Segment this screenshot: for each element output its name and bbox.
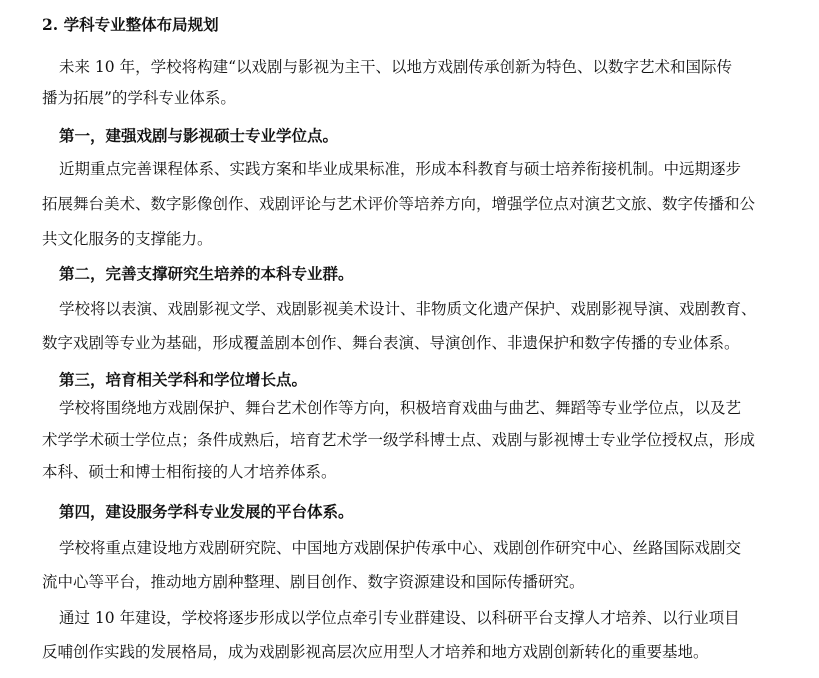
paragraph-line: 通过 10 年建设，学校将逐步形成以学位点牵引专业群建设、以科研平台支撑人才培养、以行业项目 xyxy=(59,609,740,627)
paragraph-line: 拓展舞台美术、数字影像创作、戏剧评论与艺术评价等培养方向，增强学位点对演艺文旅、数字传播和公 xyxy=(42,195,756,213)
paragraph-line: 播为拓展”的学科专业体系。 xyxy=(42,89,236,107)
paragraph-line: 共文化服务的支撑能力。 xyxy=(42,230,213,248)
paragraph-line: 学校将围绕地方戏剧保护、舞台艺术创作等方向，积极培育戏曲与曲艺、舞蹈等专业学位点，以及艺 xyxy=(59,399,742,417)
subsection-heading: 第二，完善支撑研究生培养的本科专业群。 xyxy=(59,264,354,283)
paragraph-line: 近期重点完善课程体系、实践方案和毕业成果标准，形成本科教育与硕士培养衔接机制。中远期逐步 xyxy=(59,160,742,178)
paragraph-line: 未来 10 年，学校将构建“以戏剧与影视为主干、以地方戏剧传承创新为特色、以数字艺术和国际传 xyxy=(59,58,733,76)
paragraph-line: 学校将以表演、戏剧影视文学、戏剧影视美术设计、非物质文化遗产保护、戏剧影视导演、戏剧教育、 xyxy=(59,300,757,318)
subsection-heading: 第四，建设服务学科专业发展的平台体系。 xyxy=(59,502,354,521)
section-title: 2. 学科专业整体布局规划 xyxy=(42,15,219,34)
subsection-heading: 第一，建强戏剧与影视硕士专业学位点。 xyxy=(59,126,339,145)
paragraph-line: 学校将重点建设地方戏剧研究院、中国地方戏剧保护传承中心、戏剧创作研究中心、丝路国际戏剧交 xyxy=(59,539,742,557)
paragraph-line: 流中心等平台，推动地方剧种整理、剧目创作、数字资源建设和国际传播研究。 xyxy=(42,573,585,591)
paragraph-line: 数字戏剧等专业为基础，形成覆盖剧本创作、舞台表演、导演创作、非遗保护和数字传播的专业体系。 xyxy=(42,334,740,352)
subsection-heading: 第三，培育相关学科和学位增长点。 xyxy=(59,370,308,389)
paragraph-line: 本科、硕士和博士相衔接的人才培养体系。 xyxy=(42,463,337,481)
paragraph-line: 术学学术硕士学位点；条件成熟后，培育艺术学一级学科博士点、戏剧与影视博士专业学位授权点，形成 xyxy=(42,431,756,449)
paragraph-line: 反哺创作实践的发展格局，成为戏剧影视高层次应用型人才培养和地方戏剧创新转化的重要基地。 xyxy=(42,643,709,661)
